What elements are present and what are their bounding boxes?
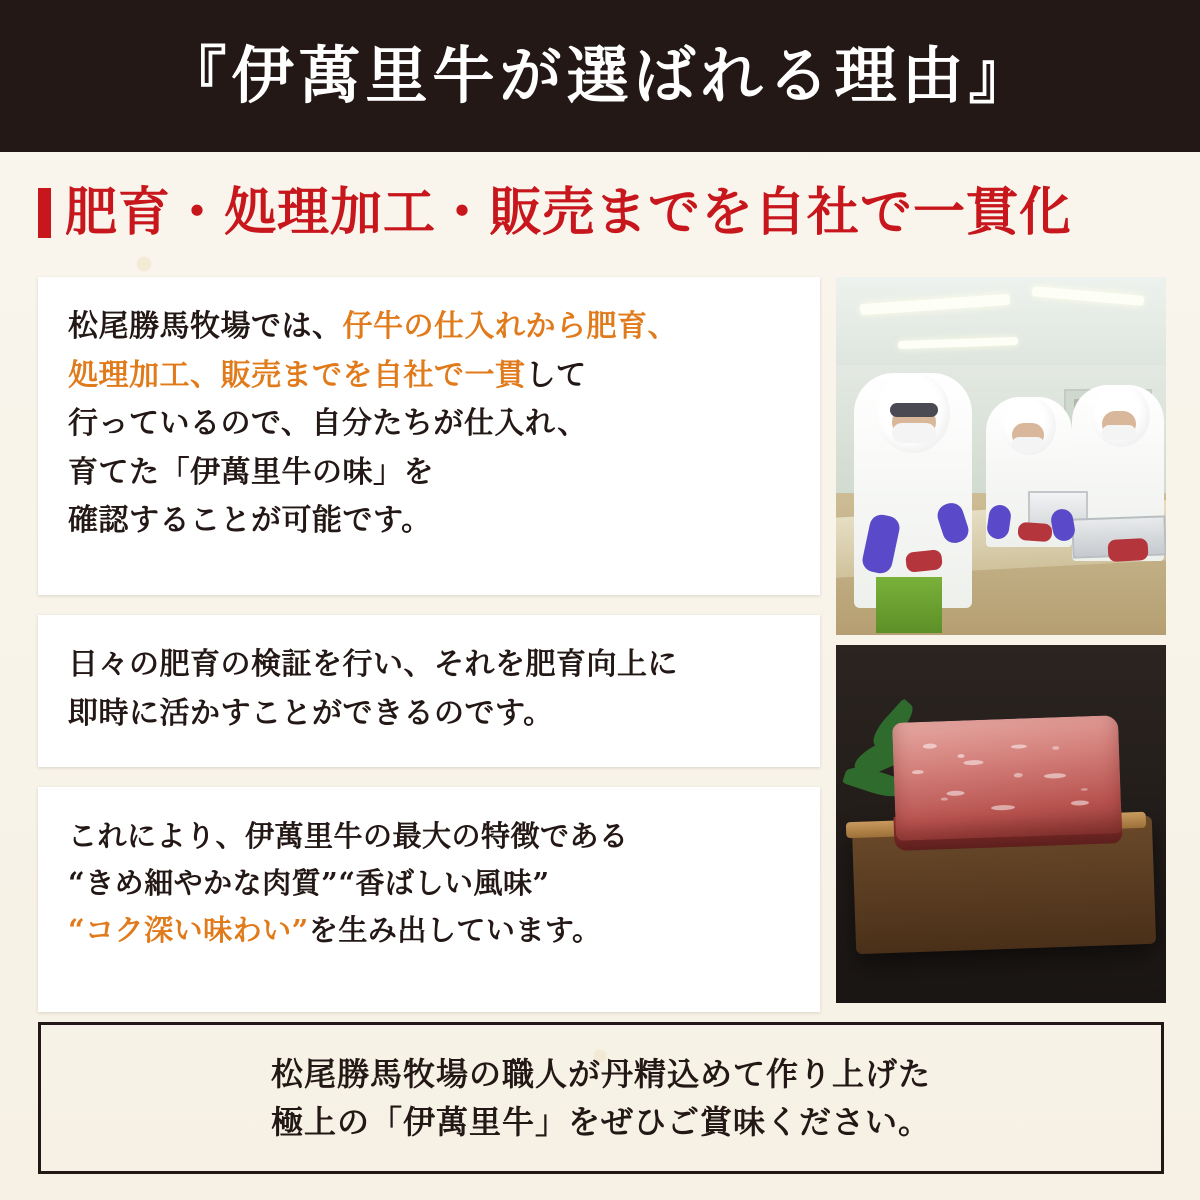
card-verification [38, 615, 820, 767]
card-consistency-line-3: 行っているので、自分たちが仕入れ、 [68, 406, 588, 442]
marbling [963, 760, 983, 766]
marbling [912, 770, 924, 774]
text-segment: 松尾勝馬牧場では、 [68, 309, 343, 344]
card-consistency-line-5: 確認することが可能です。 [68, 503, 432, 539]
face-mask-icon [892, 423, 936, 443]
card-features [38, 787, 820, 1012]
subheading-text: 肥育・処理加工・販売までを自社で一貫化 [65, 182, 1073, 243]
ceiling [836, 277, 1166, 373]
green-equipment [876, 577, 942, 633]
meat-piece [905, 549, 943, 573]
marbling [991, 805, 1015, 811]
goggles-icon [890, 403, 938, 417]
card-features-line-3 [68, 907, 790, 954]
text-segment-highlight: “コク深い味わい” [68, 912, 309, 947]
card-consistency-line-1 [68, 303, 790, 352]
marbling [1011, 744, 1027, 749]
footer-line-2: 極上の「伊萬里牛」をぜひご賞味ください。 [270, 1103, 931, 1141]
text-cards [38, 277, 820, 1032]
photo-processing-facility [836, 277, 1166, 635]
card-verification-line-1: 日々の肥育の検証を行い、それを肥育向上に [68, 647, 678, 682]
face-mask-icon [1012, 437, 1044, 451]
card-features-line-2: “きめ細やかな肉質”“香ばしい風味” [68, 865, 550, 900]
marbling [946, 790, 964, 796]
marbling [1044, 773, 1066, 779]
footer-line-1: 松尾勝馬牧場の職人が丹精込めて作り上げた [270, 1055, 931, 1093]
card-features-line-1: これにより、伊萬里牛の最大の特徴である [68, 819, 629, 853]
meat-piece [1017, 522, 1052, 542]
photo-wagyu-block [836, 645, 1166, 1003]
marbling [923, 743, 937, 748]
card-consistency-line-4: 育てた「伊萬里牛の味」を [68, 454, 434, 490]
text-segment: して [525, 357, 587, 393]
text-segment-highlight: 処理加工、販売までを自社で一貫 [68, 357, 526, 393]
subheading-accent-bar [38, 188, 51, 238]
card-consistency [38, 277, 820, 595]
subheading [38, 176, 1168, 250]
text-segment: を生み出しています。 [308, 912, 602, 947]
card-consistency-line-2 [68, 352, 790, 401]
beef-block [892, 715, 1122, 841]
text-segment-highlight: 仔牛の仕入れから肥育、 [342, 309, 678, 344]
face-mask-icon [1102, 425, 1136, 440]
meat-piece [1107, 538, 1148, 562]
page-title: 『伊萬里牛が選ばれる理由』 [164, 39, 1036, 112]
header-band [0, 0, 1200, 152]
marbling [1071, 800, 1089, 806]
card-verification-line-2: 即時に活かすことができるのです。 [68, 695, 554, 731]
footer-box [38, 1022, 1164, 1174]
